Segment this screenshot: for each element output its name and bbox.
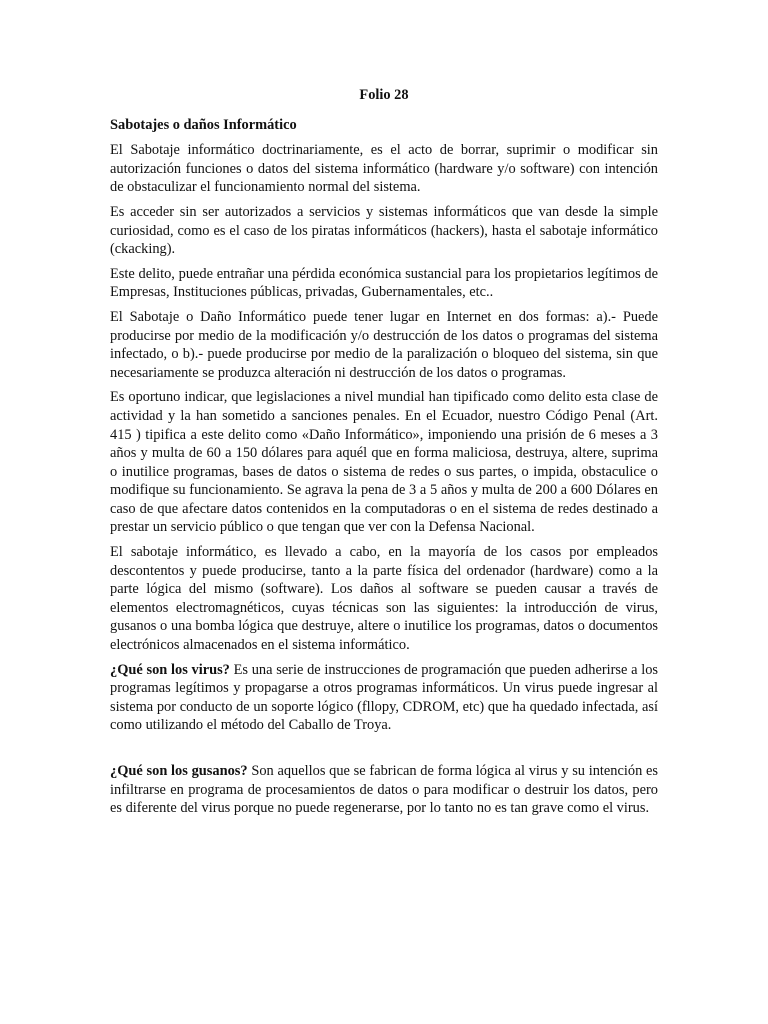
paragraph-economic-loss: Este delito, puede entrañar una pérdida económica sustancial para los propietarios legítimos de Empresas, Instituciones públicas, privadas, Gubernamentales, etc..	[110, 265, 658, 301]
paragraph-legislation: Es oportuno indicar, que legislaciones a nivel mundial han tipificado como delito esta clase de actividad y la han sometido a sanciones penales. En el Ecuador, nuestro Código Penal (Art. 415 ) tipifica a este delito como «Daño Informático», imponiendo una prisión de 6 meses a 3 años y multa de 60 a 150 dólares para aquél que en forma maliciosa, destruya, altere, suprima o inutilice programas, bases de datos o sistema de redes o sus partes, o impida, obstaculice o modifique su funcionamiento. Se agrava la pena de 3 a 5 años y multa de 200 a 600 Dólares en caso de que afectare datos contenidos en la computadoras o en el sistema de redes destinado a prestar un servicio público o que tengan que ver con la Defensa Nacional.	[110, 389, 658, 536]
paragraph-definition: El Sabotaje informático doctrinariamente, es el acto de borrar, suprimir o modificar sin autorización funciones o datos del sistema informático (hardware y/o software) con intención de obstaculizar el funcionamiento normal del sistema.	[110, 142, 658, 196]
folio-number: Folio 28	[359, 87, 409, 103]
paragraph-virus	[110, 661, 658, 735]
section-heading: Sabotajes o daños Informático	[110, 116, 297, 133]
virus-question: ¿Qué son los virus?	[110, 661, 230, 678]
paragraph-two-forms: El Sabotaje o Daño Informático puede tener lugar en Internet en dos formas: a).- Puede producirse por medio de la modificación y/o destrucción de los datos o programas del sistema infectado, o b).- puede producirse por medio de la paralización o bloqueo del sistema, sin que necesariamente se produzca alteración ni destrucción de los datos o programas.	[110, 308, 658, 381]
gusanos-answer: Son aquellos que se fabrican de forma lógica al virus y su intención es infiltrarse en programa de procesamientos de datos o para modificar o destruir los datos, pero es diferente del virus porque no puede regenerarse, por lo tanto no es tan grave como el virus.	[110, 763, 659, 817]
paragraph-sabotage-methods: El sabotaje informático, es llevado a cabo, en la mayoría de los casos por empleados descontentos y puede producirse, tanto a la parte física del ordenador (hardware) como a la parte lógica del mismo (software). Los daños al software se pueden causar a través de elementos electromagnéticos, cuyas técnicas son las siguientes: la introducción de virus, gusanos o una bomba lógica que destruye, altere o inutilice los programas, datos o documentos electrónicos almacenados en el sistema informático.	[110, 544, 658, 654]
virus-answer: Es una serie de instrucciones de programación que pueden adherirse a los programas legítimos y propagarse a otros programas informáticos. Un virus puede ingresar al sistema por conducto de un soporte lógico (fllopy, CDROM, etc) que ha quedado infectada, así como utilizando el método del Caballo de Troya.	[110, 661, 659, 734]
gusanos-question: ¿Qué son los gusanos?	[110, 763, 248, 779]
paragraph-unauthorized-access: Es acceder sin ser autorizados a servicios y sistemas informáticos que van desde la simple curiosidad, como es el caso de los piratas informáticos (hackers), hasta el sabotaje informático (ckacking).	[110, 203, 658, 258]
document-page	[110, 86, 658, 824]
paragraph-gusanos	[110, 762, 658, 818]
